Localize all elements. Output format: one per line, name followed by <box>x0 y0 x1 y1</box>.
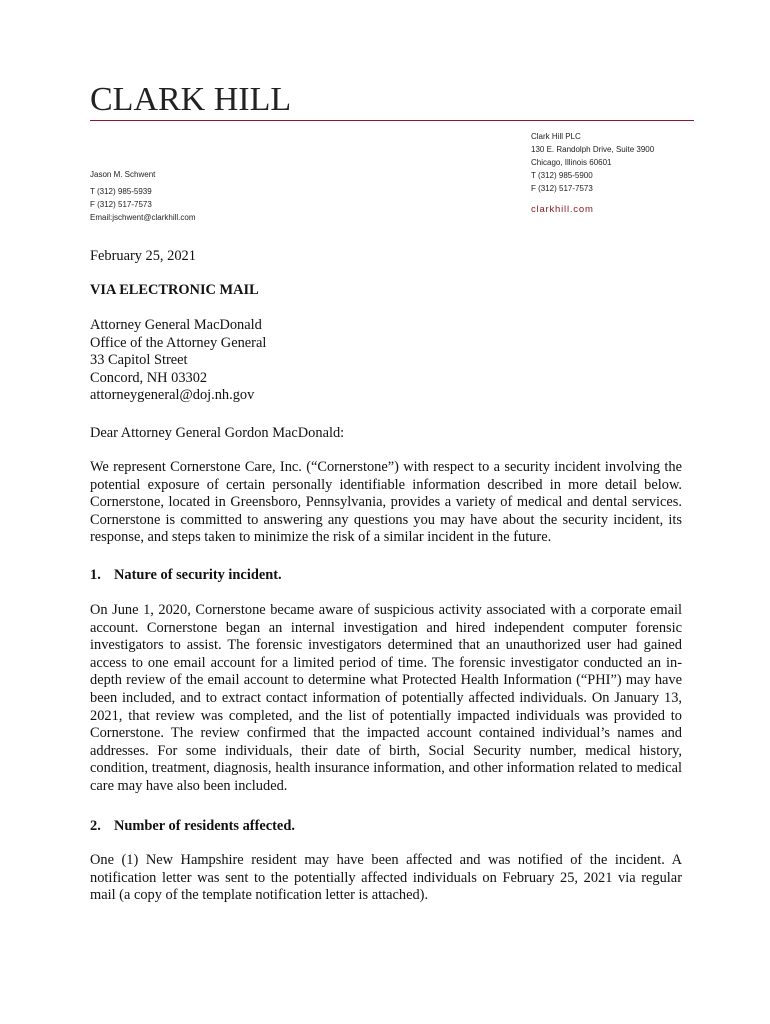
firm-phone: T (312) 985-5900 <box>531 171 593 180</box>
section-2-heading <box>90 818 682 836</box>
salutation: Dear Attorney General Gordon MacDonald: <box>90 425 345 441</box>
firm-address-line-1: 130 E. Randolph Drive, Suite 3900 <box>531 145 655 154</box>
letterhead-rule <box>90 120 694 121</box>
section-1-number: 1. <box>90 567 101 583</box>
firm-name: Clark Hill PLC <box>531 132 581 141</box>
recipient-line-2: Office of the Attorney General <box>90 334 267 351</box>
recipient-line-1: Attorney General MacDonald <box>90 317 262 333</box>
section-1-title: Nature of security incident. <box>114 567 282 583</box>
sender-fax: F (312) 517-7573 <box>90 200 152 209</box>
sender-block <box>90 168 195 224</box>
firm-fax: F (312) 517-7573 <box>531 184 593 193</box>
section-2-number: 2. <box>90 818 101 834</box>
delivery-method: VIA ELECTRONIC MAIL <box>90 282 259 298</box>
sender-name: Jason M. Schwent <box>90 170 156 179</box>
intro-paragraph-text: We represent Cornerstone Care, Inc. (“Cornerstone”) with respect to a security incident involving the potential exposure of certain personally identifiable information described in more detail below. Cornerstone, located in Greensboro, Pennsylvania, provides a variety of medical and dental services. Cornerstone is committed to answering any questions you may have about the security incident, its response, and steps taken to minimize the risk of a similar incident in the future. <box>90 459 682 546</box>
recipient-line-4: Concord, NH 03302 <box>90 369 208 386</box>
letter-date: February 25, 2021 <box>90 248 196 264</box>
recipient-address <box>90 317 682 405</box>
section-1-text: On June 1, 2020, Cornerstone became aware of suspicious activity associated with a corporate email account. Cornerstone began an internal investigation and hired independent computer forensic investigators to assist. The forensic investigators determined that an unauthorized user had gained access to one email account for a limited period of time. The forensic investigator conducted an in-depth review of the email account to determine what Protected Health Information (“PHI”) may have been included, and to extract contact information of potentially affected individuals. On January 13, 2021, that review was completed, and the list of potentially impacted individuals was provided to Cornerstone. The review confirmed that the impacted account contained individual’s names and addresses. For some individuals, their date of birth, Social Security number, medical history, condition, treatment, diagnosis, health insurance information, and other information related to medical care may have also been included. <box>90 602 682 794</box>
firm-address-line-2: Chicago, Illinois 60601 <box>531 158 612 167</box>
section-1-body <box>90 602 682 796</box>
section-1-heading <box>90 567 682 585</box>
firm-website: clarkhill.com <box>531 204 594 215</box>
recipient-email: attorneygeneral@doj.nh.gov <box>90 387 255 404</box>
sender-phone: T (312) 985-5939 <box>90 187 152 196</box>
section-2-title: Number of residents affected. <box>114 818 295 834</box>
firm-address-block <box>531 130 654 216</box>
recipient-line-3: 33 Capitol Street <box>90 352 188 369</box>
intro-paragraph <box>90 459 682 547</box>
section-2-text: One (1) New Hampshire resident may have been affected and was notified of the incident. A notification letter was sent to the potentially affected individuals on February 25, 2021 via regular mail (a copy of the template notification letter is attached). <box>90 852 682 904</box>
sender-email: Email:jschwent@clarkhill.com <box>90 213 196 222</box>
clark-hill-logo: CLARK HILL <box>90 81 292 118</box>
section-2-body <box>90 852 682 905</box>
